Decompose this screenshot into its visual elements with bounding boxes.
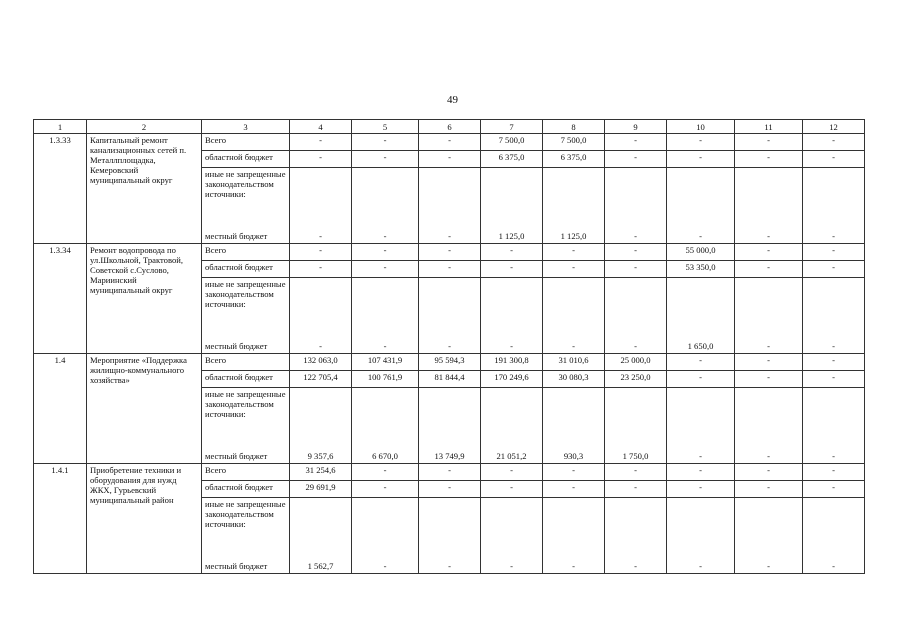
value-cell: -: [543, 481, 605, 498]
value-cell: -: [735, 278, 803, 354]
column-header-2: 2: [87, 120, 202, 134]
value-cell: 6 375,0: [543, 151, 605, 168]
value-cell: -: [735, 498, 803, 574]
value-cell: -: [352, 151, 419, 168]
funding-source: областной бюджет: [202, 371, 290, 388]
value-cell: -: [352, 244, 419, 261]
budget-table: [33, 119, 865, 574]
table-row: [34, 354, 865, 371]
value-cell: -: [735, 261, 803, 278]
value-cell: -: [667, 371, 735, 388]
value-cell: -: [290, 278, 352, 354]
value-cell: 1 562,7: [290, 498, 352, 574]
value-cell: 31 254,6: [290, 464, 352, 481]
value-cell: -: [803, 168, 865, 244]
value-cell: -: [735, 481, 803, 498]
value-cell: 55 000,0: [667, 244, 735, 261]
item-name: Приобретение техники и оборудования для нужд ЖКХ, Гурьевский муниципальный район: [87, 464, 202, 574]
value-cell: 930,3: [543, 388, 605, 464]
value-cell: -: [735, 134, 803, 151]
value-cell: -: [605, 278, 667, 354]
value-cell: -: [803, 388, 865, 464]
funding-source: [202, 278, 290, 354]
table-row: [34, 134, 865, 151]
value-cell: -: [803, 278, 865, 354]
funding-source-note: иные не запрещенные законодательством источники:: [205, 389, 286, 419]
value-cell: 1 125,0: [543, 168, 605, 244]
value-cell: -: [735, 168, 803, 244]
value-cell: -: [543, 464, 605, 481]
item-code: 1.3.34: [34, 244, 87, 354]
column-header-9: 9: [605, 120, 667, 134]
value-cell: -: [481, 278, 543, 354]
item-code: 1.4.1: [34, 464, 87, 574]
value-cell: -: [419, 244, 481, 261]
value-cell: 31 010,6: [543, 354, 605, 371]
value-cell: 107 431,9: [352, 354, 419, 371]
value-cell: -: [352, 498, 419, 574]
value-cell: -: [803, 464, 865, 481]
value-cell: 6 670,0: [352, 388, 419, 464]
column-header-12: 12: [803, 120, 865, 134]
value-cell: 7 500,0: [543, 134, 605, 151]
value-cell: -: [803, 151, 865, 168]
value-cell: -: [352, 168, 419, 244]
value-cell: -: [667, 151, 735, 168]
value-cell: 132 063,0: [290, 354, 352, 371]
value-cell: -: [605, 481, 667, 498]
value-cell: -: [352, 481, 419, 498]
item-code: 1.4: [34, 354, 87, 464]
value-cell: 6 375,0: [481, 151, 543, 168]
value-cell: -: [419, 168, 481, 244]
value-cell: 53 350,0: [667, 261, 735, 278]
value-cell: -: [735, 388, 803, 464]
value-cell: 9 357,6: [290, 388, 352, 464]
value-cell: -: [352, 261, 419, 278]
value-cell: -: [803, 481, 865, 498]
value-cell: -: [352, 464, 419, 481]
value-cell: 122 705,4: [290, 371, 352, 388]
value-cell: -: [667, 464, 735, 481]
funding-source: областной бюджет: [202, 481, 290, 498]
column-header-10: 10: [667, 120, 735, 134]
funding-source-note: иные не запрещенные законодательством источники:: [205, 169, 286, 199]
column-header-3: 3: [202, 120, 290, 134]
funding-source: [202, 498, 290, 574]
value-cell: -: [290, 134, 352, 151]
funding-source-note: иные не запрещенные законодательством источники:: [205, 279, 286, 309]
value-cell: -: [481, 261, 543, 278]
funding-source-label: местный бюджет: [205, 561, 268, 571]
value-cell: -: [605, 464, 667, 481]
value-cell: 1 650,0: [667, 278, 735, 354]
value-cell: -: [605, 498, 667, 574]
value-cell: -: [419, 134, 481, 151]
table-row: [34, 464, 865, 481]
funding-source: Всего: [202, 134, 290, 151]
value-cell: -: [419, 278, 481, 354]
value-cell: -: [605, 244, 667, 261]
value-cell: -: [419, 261, 481, 278]
value-cell: 95 594,3: [419, 354, 481, 371]
value-cell: -: [667, 498, 735, 574]
column-header-11: 11: [735, 120, 803, 134]
value-cell: -: [803, 354, 865, 371]
value-cell: -: [481, 498, 543, 574]
value-cell: -: [419, 151, 481, 168]
funding-source-note: иные не запрещенные законодательством источники:: [205, 499, 286, 529]
value-cell: -: [543, 261, 605, 278]
column-header-4: 4: [290, 120, 352, 134]
funding-source: [202, 168, 290, 244]
value-cell: -: [290, 244, 352, 261]
value-cell: -: [667, 388, 735, 464]
value-cell: -: [543, 498, 605, 574]
value-cell: 25 000,0: [605, 354, 667, 371]
value-cell: -: [735, 244, 803, 261]
value-cell: -: [419, 481, 481, 498]
value-cell: -: [735, 354, 803, 371]
value-cell: 1 750,0: [605, 388, 667, 464]
value-cell: 7 500,0: [481, 134, 543, 151]
funding-source: Всего: [202, 464, 290, 481]
item-code: 1.3.33: [34, 134, 87, 244]
column-header-6: 6: [419, 120, 481, 134]
value-cell: -: [735, 464, 803, 481]
value-cell: -: [290, 261, 352, 278]
value-cell: 1 125,0: [481, 168, 543, 244]
value-cell: -: [605, 151, 667, 168]
value-cell: -: [803, 134, 865, 151]
value-cell: 100 761,9: [352, 371, 419, 388]
value-cell: 29 691,9: [290, 481, 352, 498]
funding-source: областной бюджет: [202, 261, 290, 278]
value-cell: -: [290, 151, 352, 168]
value-cell: -: [543, 244, 605, 261]
funding-source: Всего: [202, 244, 290, 261]
funding-source-label: местный бюджет: [205, 231, 268, 241]
funding-source: [202, 388, 290, 464]
value-cell: -: [352, 134, 419, 151]
value-cell: -: [605, 261, 667, 278]
value-cell: -: [667, 481, 735, 498]
column-header-5: 5: [352, 120, 419, 134]
column-header-row: [34, 120, 865, 134]
value-cell: 191 300,8: [481, 354, 543, 371]
value-cell: -: [803, 498, 865, 574]
value-cell: -: [605, 134, 667, 151]
value-cell: 23 250,0: [605, 371, 667, 388]
value-cell: -: [481, 481, 543, 498]
value-cell: -: [481, 244, 543, 261]
value-cell: -: [667, 134, 735, 151]
value-cell: -: [419, 498, 481, 574]
column-header-1: 1: [34, 120, 87, 134]
value-cell: -: [667, 354, 735, 371]
value-cell: -: [419, 464, 481, 481]
value-cell: -: [667, 168, 735, 244]
funding-source: Всего: [202, 354, 290, 371]
funding-source-label: местный бюджет: [205, 451, 268, 461]
value-cell: 30 080,3: [543, 371, 605, 388]
value-cell: -: [481, 464, 543, 481]
column-header-8: 8: [543, 120, 605, 134]
value-cell: -: [735, 371, 803, 388]
item-name: Капитальный ремонт канализационных сетей п. Металлплощадка, Кемеровский муниципальный округ: [87, 134, 202, 244]
funding-source-label: местный бюджет: [205, 341, 268, 351]
value-cell: 170 249,6: [481, 371, 543, 388]
item-name: Ремонт водопровода по ул.Школьной, Трактовой, Советской с.Суслово, Мариинский муниципальный округ: [87, 244, 202, 354]
funding-source: областной бюджет: [202, 151, 290, 168]
item-name: Мероприятие «Поддержка жилищно-коммунального хозяйства»: [87, 354, 202, 464]
value-cell: -: [803, 371, 865, 388]
value-cell: 13 749,9: [419, 388, 481, 464]
value-cell: -: [543, 278, 605, 354]
value-cell: -: [605, 168, 667, 244]
value-cell: 21 051,2: [481, 388, 543, 464]
column-header-7: 7: [481, 120, 543, 134]
value-cell: -: [803, 261, 865, 278]
value-cell: -: [290, 168, 352, 244]
value-cell: -: [352, 278, 419, 354]
value-cell: 81 844,4: [419, 371, 481, 388]
page-number: 49: [447, 94, 458, 106]
table-row: [34, 244, 865, 261]
value-cell: -: [803, 244, 865, 261]
value-cell: -: [735, 151, 803, 168]
